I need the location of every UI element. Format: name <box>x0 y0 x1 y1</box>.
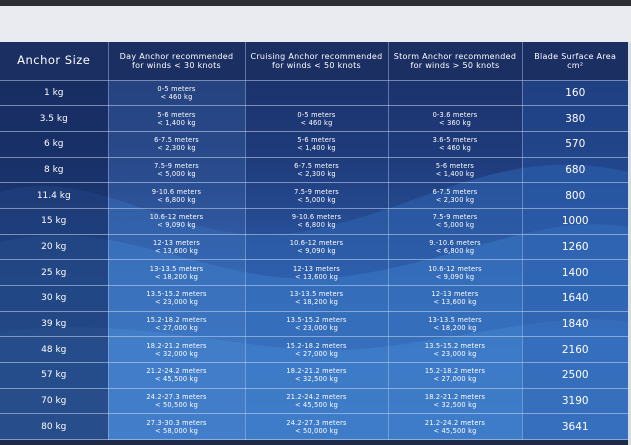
table-row <box>0 131 628 157</box>
depth-range: 13-13.5 meters <box>289 290 344 299</box>
table-row <box>0 414 628 440</box>
storm-anchor-cell <box>388 106 522 132</box>
storm-anchor-cell <box>388 388 522 414</box>
boat-weight: < 13,600 kg <box>433 298 477 307</box>
boat-weight: < 9,090 kg <box>297 246 336 255</box>
depth-range: 5-6 meters <box>435 161 475 170</box>
boat-weight: < 460 kg <box>300 118 333 127</box>
cruising-anchor-cell <box>245 311 388 337</box>
boat-weight: < 2,300 kg <box>297 169 336 178</box>
boat-weight: < 32,000 kg <box>155 349 198 358</box>
storm-anchor-cell <box>388 80 522 106</box>
boat-weight: < 6,800 kg <box>297 221 336 230</box>
depth-range: 18.2-21.2 meters <box>146 341 207 350</box>
day-anchor-cell <box>108 311 245 337</box>
blade-surface-cell: 2500 <box>522 363 628 389</box>
day-anchor-cell <box>108 183 245 209</box>
depth-range: 9.-10.6 meters <box>429 238 481 247</box>
blade-surface-cell: 1260 <box>522 234 628 260</box>
storm-anchor-cell <box>388 337 522 363</box>
depth-range: 12-13 meters <box>293 264 340 273</box>
boat-weight: < 45,500 kg <box>433 426 477 435</box>
boat-weight: < 9,090 kg <box>157 221 196 230</box>
cruising-anchor-cell <box>245 208 388 234</box>
anchor-size-cell: 1 kg <box>0 80 108 106</box>
depth-range: 10.6-12 meters <box>289 238 344 247</box>
blade-surface-cell: 160 <box>522 80 628 106</box>
blade-surface-cell: 570 <box>522 131 628 157</box>
depth-range: 12-13 meters <box>431 290 479 299</box>
table-header-row <box>0 42 628 80</box>
blade-surface-cell: 1400 <box>522 260 628 286</box>
day-anchor-cell <box>108 106 245 132</box>
table-row <box>0 183 628 209</box>
depth-range: 21.2-24.2 meters <box>286 393 347 402</box>
depth-range: 9-10.6 meters <box>151 187 202 196</box>
anchor-size-cell: 11.4 kg <box>0 183 108 209</box>
table-row <box>0 157 628 183</box>
table-row <box>0 388 628 414</box>
boat-weight: < 13,600 kg <box>295 272 338 281</box>
cruising-anchor-cell <box>245 286 388 312</box>
depth-range: 18.2-21.2 meters <box>286 367 347 376</box>
depth-range: 12-13 meters <box>153 238 200 247</box>
boat-weight: < 2,300 kg <box>157 144 196 153</box>
boat-weight: < 23,000 kg <box>433 349 477 358</box>
depth-range: 24.2-27.3 meters <box>286 418 347 427</box>
storm-anchor-cell <box>388 414 522 440</box>
cruising-anchor-cell <box>245 414 388 440</box>
blade-surface-cell: 1000 <box>522 208 628 234</box>
boat-weight: < 50,000 kg <box>295 426 338 435</box>
depth-range: 7.5-9 meters <box>432 213 478 222</box>
day-anchor-cell <box>108 388 245 414</box>
cruising-anchor-cell <box>245 106 388 132</box>
boat-weight: < 6,800 kg <box>157 195 196 204</box>
depth-range: 18.2-21.2 meters <box>424 393 486 402</box>
day-anchor-cell <box>108 208 245 234</box>
day-anchor-cell <box>108 234 245 260</box>
anchor-size-cell: 57 kg <box>0 363 108 389</box>
table-row <box>0 234 628 260</box>
depth-range: 13-13.5 meters <box>428 316 482 325</box>
boat-weight: < 6,800 kg <box>435 246 475 255</box>
boat-weight: < 5,000 kg <box>297 195 336 204</box>
depth-range: 3.6-5 meters <box>432 136 478 145</box>
day-anchor-cell <box>108 363 245 389</box>
boat-weight: < 5,000 kg <box>435 221 475 230</box>
boat-weight: < 2,300 kg <box>435 195 475 204</box>
table-row <box>0 337 628 363</box>
header-day-anchor: Day Anchor recommended for winds < 30 knots <box>108 42 245 80</box>
depth-range: 21.2-24.2 meters <box>424 418 486 427</box>
cruising-anchor-cell <box>245 363 388 389</box>
anchor-size-cell: 25 kg <box>0 260 108 286</box>
depth-range: 13.5-15.2 meters <box>286 316 347 325</box>
table-row <box>0 80 628 106</box>
day-anchor-cell <box>108 286 245 312</box>
boat-weight: < 460 kg <box>439 144 471 153</box>
table-row <box>0 260 628 286</box>
depth-range: 9-10.6 meters <box>291 213 342 222</box>
depth-range: 6-7.5 meters <box>154 136 199 145</box>
day-anchor-cell <box>108 80 245 106</box>
anchor-size-cell: 70 kg <box>0 388 108 414</box>
header-storm-anchor: Storm Anchor recommended for winds > 50 knots <box>388 42 522 80</box>
anchor-size-cell: 39 kg <box>0 311 108 337</box>
depth-range: 5-6 meters <box>157 110 196 119</box>
boat-weight: < 360 kg <box>439 118 471 127</box>
blade-surface-cell: 680 <box>522 157 628 183</box>
depth-range: 6-7.5 meters <box>432 187 478 196</box>
depth-range: 24.2-27.3 meters <box>146 393 207 402</box>
boat-weight: < 27,000 kg <box>295 349 338 358</box>
header-anchor-size: Anchor Size <box>0 42 108 80</box>
storm-anchor-cell <box>388 208 522 234</box>
anchor-size-cell: 20 kg <box>0 234 108 260</box>
depth-range: 7.5-9 meters <box>294 187 339 196</box>
depth-range: 6-7.5 meters <box>294 161 339 170</box>
boat-weight: < 13,600 kg <box>155 246 198 255</box>
blade-surface-cell: 800 <box>522 183 628 209</box>
cruising-anchor-cell <box>245 80 388 106</box>
boat-weight: < 23,000 kg <box>155 298 198 307</box>
anchor-size-cell: 3.5 kg <box>0 106 108 132</box>
depth-range: 10.6-12 meters <box>428 264 482 273</box>
boat-weight: < 32,500 kg <box>295 375 338 384</box>
boat-weight: < 32,500 kg <box>433 401 477 410</box>
boat-weight: < 45,500 kg <box>155 375 198 384</box>
day-anchor-cell <box>108 337 245 363</box>
blade-surface-cell: 2160 <box>522 337 628 363</box>
table-row <box>0 286 628 312</box>
boat-weight: < 5,000 kg <box>157 169 196 178</box>
storm-anchor-cell <box>388 260 522 286</box>
boat-weight: < 18,200 kg <box>295 298 338 307</box>
boat-weight: < 1,400 kg <box>435 169 475 178</box>
storm-anchor-cell <box>388 157 522 183</box>
table-row <box>0 208 628 234</box>
blade-surface-cell: 3190 <box>522 388 628 414</box>
depth-range: 15.2-18.2 meters <box>286 341 347 350</box>
boat-weight: < 460 kg <box>160 92 193 101</box>
top-light-band <box>0 6 631 42</box>
day-anchor-cell <box>108 157 245 183</box>
storm-anchor-cell <box>388 183 522 209</box>
blade-surface-cell: 1640 <box>522 286 628 312</box>
cruising-anchor-cell <box>245 183 388 209</box>
storm-anchor-cell <box>388 311 522 337</box>
day-anchor-cell <box>108 131 245 157</box>
storm-anchor-cell <box>388 234 522 260</box>
depth-range: 15.2-18.2 meters <box>146 316 207 325</box>
boat-weight: < 9,090 kg <box>435 272 475 281</box>
cruising-anchor-cell <box>245 260 388 286</box>
depth-range: 5-6 meters <box>297 136 336 145</box>
depth-range: 15.2-18.2 meters <box>424 367 486 376</box>
anchor-size-cell: 30 kg <box>0 286 108 312</box>
table-row <box>0 106 628 132</box>
cruising-anchor-cell <box>245 388 388 414</box>
storm-anchor-cell <box>388 363 522 389</box>
boat-weight: < 1,400 kg <box>157 118 196 127</box>
anchor-size-table <box>0 42 628 440</box>
anchor-size-cell: 8 kg <box>0 157 108 183</box>
boat-weight: < 45,500 kg <box>295 401 338 410</box>
cruising-anchor-cell <box>245 131 388 157</box>
storm-anchor-cell <box>388 286 522 312</box>
depth-range: 0-3.6 meters <box>432 110 478 119</box>
depth-range: 10.6-12 meters <box>149 213 204 222</box>
depth-range: 13.5-15.2 meters <box>146 290 207 299</box>
cruising-anchor-cell <box>245 234 388 260</box>
boat-weight: < 18,200 kg <box>433 324 477 333</box>
anchor-size-cell: 15 kg <box>0 208 108 234</box>
header-blade-surface: Blade Surface Area cm² <box>522 42 628 80</box>
boat-weight: < 58,000 kg <box>155 426 198 435</box>
cruising-anchor-cell <box>245 157 388 183</box>
anchor-size-cell: 48 kg <box>0 337 108 363</box>
depth-range: 27.3-30.3 meters <box>146 418 207 427</box>
depth-range: 13-13.5 meters <box>149 264 204 273</box>
depth-range: 0-5 meters <box>157 84 196 93</box>
boat-weight: < 1,400 kg <box>297 144 336 153</box>
cruising-anchor-cell <box>245 337 388 363</box>
depth-range: 13.5-15.2 meters <box>424 341 486 350</box>
anchor-size-cell: 80 kg <box>0 414 108 440</box>
boat-weight: < 50,500 kg <box>155 401 198 410</box>
depth-range: 7.5-9 meters <box>154 161 199 170</box>
depth-range: 21.2-24.2 meters <box>146 367 207 376</box>
blade-surface-cell: 380 <box>522 106 628 132</box>
day-anchor-cell <box>108 260 245 286</box>
blade-surface-cell: 1840 <box>522 311 628 337</box>
boat-weight: < 27,000 kg <box>433 375 477 384</box>
depth-range: 0-5 meters <box>297 110 336 119</box>
anchor-size-table-container <box>0 42 628 440</box>
blade-surface-cell: 3641 <box>522 414 628 440</box>
boat-weight: < 23,000 kg <box>295 324 338 333</box>
boat-weight: < 27,000 kg <box>155 324 198 333</box>
storm-anchor-cell <box>388 131 522 157</box>
table-row <box>0 363 628 389</box>
anchor-size-cell: 6 kg <box>0 131 108 157</box>
boat-weight: < 18,200 kg <box>155 272 198 281</box>
table-row <box>0 311 628 337</box>
header-cruising-anchor: Cruising Anchor recommended for winds < 50 knots <box>245 42 388 80</box>
day-anchor-cell <box>108 414 245 440</box>
